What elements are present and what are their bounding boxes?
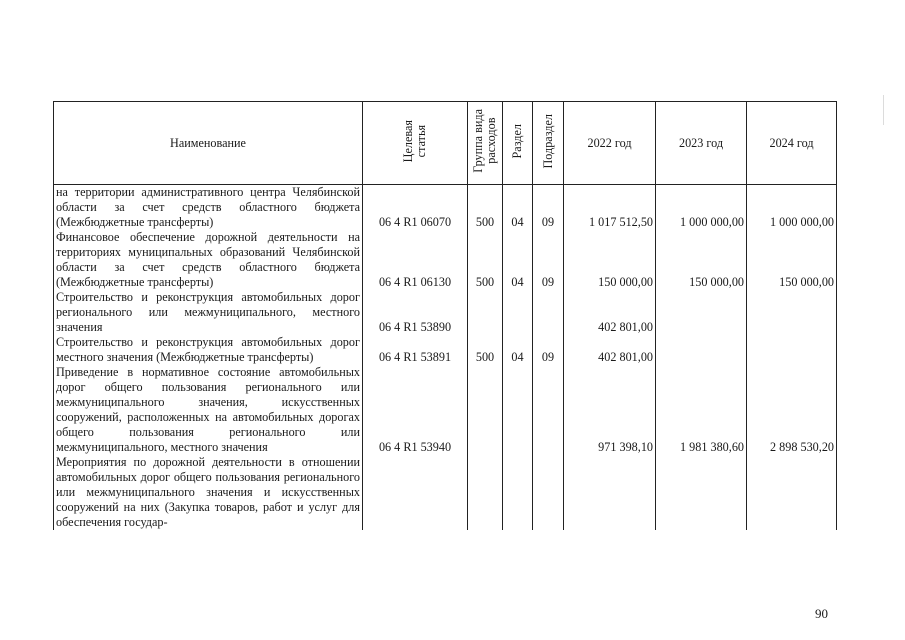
table-row [54,185,837,231]
row-2024: 2 898 530,20 [747,365,837,455]
row-name: Мероприятия по дорожной деятельности в отношении автомобильных дорог общего пользования регионального или межмуниципального значения и искусственных сооружений на них (Закупка товаров, работ и услуг для обеспечения государ- [54,455,363,530]
row-target: 06 4 R1 06130 [363,230,468,290]
row-2024 [747,455,837,530]
header-2022 [564,102,656,185]
row-target [363,455,468,530]
row-section: 04 [503,230,533,290]
table-row [54,365,837,455]
header-name [54,102,363,185]
row-2022: 402 801,00 [564,290,656,335]
header-section [503,102,533,185]
row-subsection: 09 [533,185,564,231]
row-section [503,290,533,335]
table-row [54,455,837,530]
row-subsection [533,365,564,455]
row-group: 500 [468,185,503,231]
row-group [468,290,503,335]
row-subsection: 09 [533,335,564,365]
row-name: на территории административного центра Челябинской области за счет средств областного бюджета (Межбюджетные трансферты) [54,185,363,231]
row-2022: 150 000,00 [564,230,656,290]
row-name: Строительство и реконструкция автомобильных дорог местного значения (Межбюджетные трансферты) [54,335,363,365]
row-section [503,365,533,455]
header-2023 [656,102,747,185]
header-section-label: Раздел [510,123,524,159]
row-2023 [656,290,747,335]
row-2022: 402 801,00 [564,335,656,365]
row-target: 06 4 R1 53890 [363,290,468,335]
row-2024: 150 000,00 [747,230,837,290]
row-2022: 971 398,10 [564,365,656,455]
row-2023: 150 000,00 [656,230,747,290]
header-group [468,102,503,185]
row-2023: 1 981 380,60 [656,365,747,455]
row-target: 06 4 R1 53940 [363,365,468,455]
row-2023: 1 000 000,00 [656,185,747,231]
row-2024 [747,335,837,365]
row-name: Приведение в нормативное состояние автомобильных дорог общего пользования регионального или межмуниципального значения, искусственных сооружений, расположенных на автомобильных дорогах общего пользования регионального или межмуниципального, местного значения [54,365,363,455]
row-subsection [533,455,564,530]
row-group: 500 [468,230,503,290]
table-row [54,335,837,365]
header-name-label: Наименование [170,135,246,150]
header-2022-label: 2022 год [587,135,632,150]
page-number: 90 [815,606,828,621]
header-2023-label: 2023 год [678,135,724,150]
row-group [468,365,503,455]
header-target-label: Целевая статья [401,119,428,163]
row-name: Финансовое обеспечение дорожной деятельности на территориях муниципальных образований Челябинской области за счет средств областного бюджета (Межбюджетные трансферты) [54,230,363,290]
row-subsection: 09 [533,230,564,290]
row-2022 [564,455,656,530]
row-section: 04 [503,335,533,365]
row-2023 [656,455,747,530]
table-row [54,230,837,290]
row-section [503,455,533,530]
header-subsection-label: Подраздел [540,113,555,169]
row-2022: 1 017 512,50 [564,185,656,231]
row-2024: 1 000 000,00 [747,185,837,231]
row-subsection [533,290,564,335]
row-group [468,455,503,530]
header-subsection [533,102,564,185]
row-target: 06 4 R1 06070 [363,185,468,231]
header-target [363,102,468,185]
row-name: Строительство и реконструкция автомобильных дорог регионального или межмуниципального, местного значения [54,290,363,335]
row-2023 [656,335,747,365]
table-header-row [54,102,837,185]
header-group-label: Группа вида расходов [471,109,498,173]
scan-edge-line [883,95,884,125]
row-section: 04 [503,185,533,231]
header-2024-label: 2024 год [769,135,814,150]
budget-table [53,101,837,530]
header-2024 [747,102,837,185]
row-2024 [747,290,837,335]
table-row [54,290,837,335]
row-group: 500 [468,335,503,365]
row-target: 06 4 R1 53891 [363,335,468,365]
